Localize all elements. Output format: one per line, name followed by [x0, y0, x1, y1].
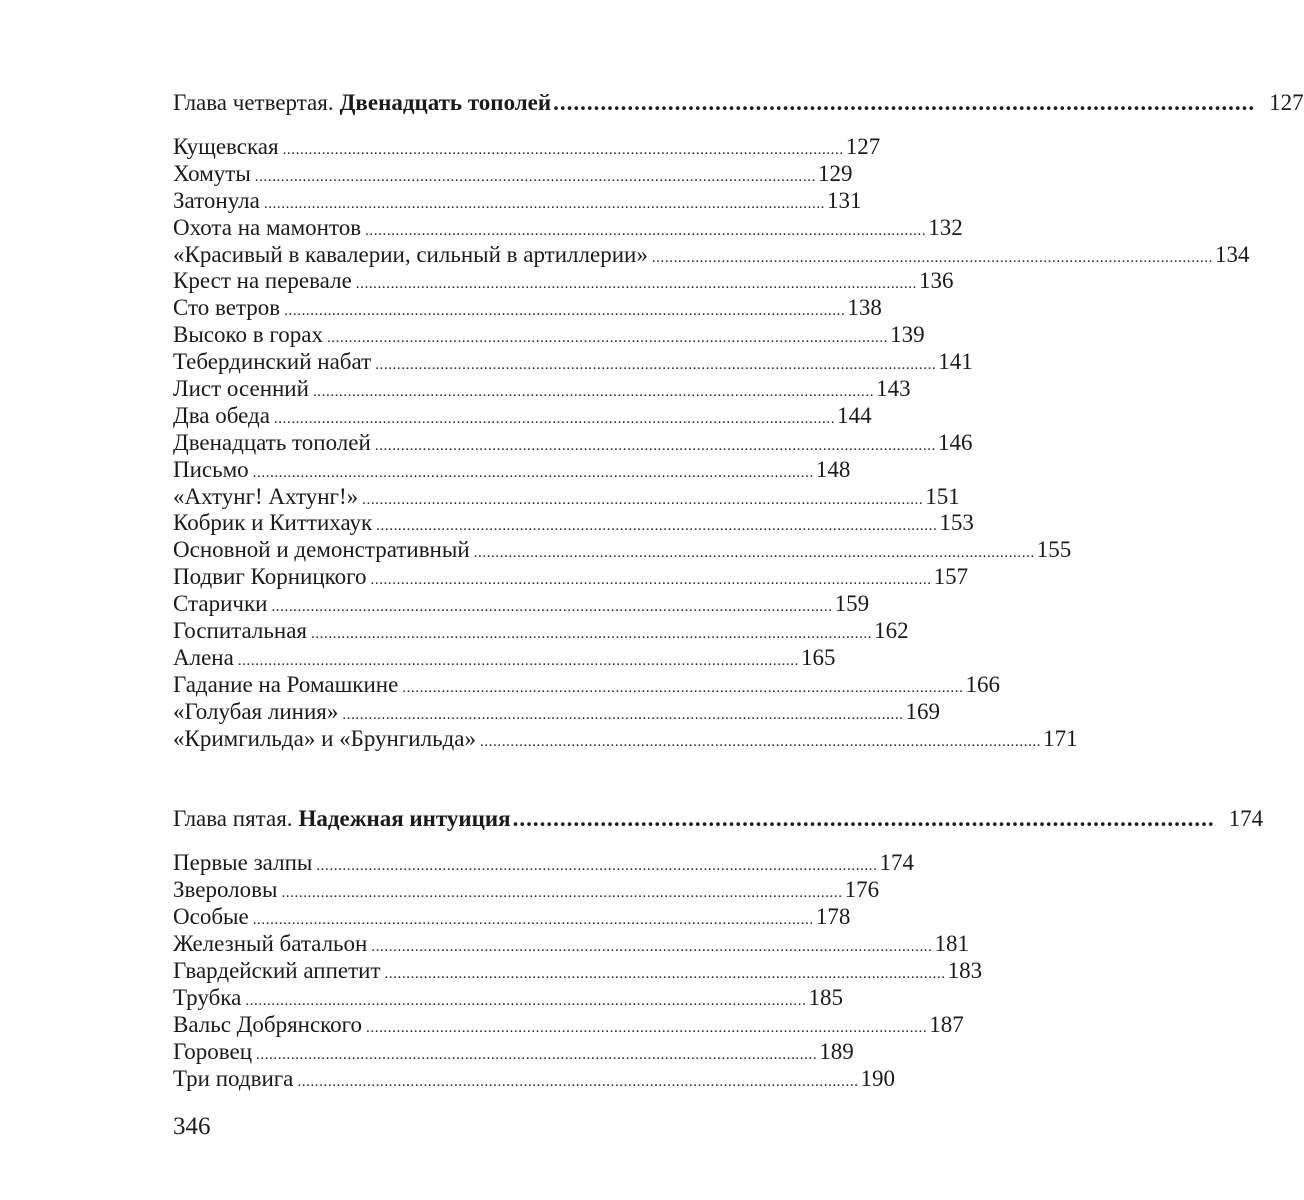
toc-entry	[173, 725, 1078, 753]
entry-page-number: 143	[876, 376, 911, 402]
dot-leader: .................................................................................................................................	[284, 303, 846, 320]
entry-title: Кущевская	[173, 134, 279, 159]
entry-page-number: 183	[947, 958, 983, 984]
entry-page-number: 189	[819, 1038, 854, 1064]
entry-page-number: 138	[847, 295, 882, 321]
chapter-title: Надежная интуиция	[298, 806, 511, 832]
dot-leader: .................................................................................................................................	[366, 1019, 928, 1036]
entry-title: Звероловы	[173, 877, 278, 903]
dot-leader: .................................................................................................................................	[362, 491, 924, 508]
dot-leader: .................................................................................................................................	[376, 518, 938, 535]
entry-title: Кобрик и Киттихаук	[173, 510, 373, 536]
dot-leader: .................................................................................................................................	[237, 652, 799, 669]
toc-entry	[173, 295, 882, 322]
dot-leader: .................................................................................................................................	[384, 966, 946, 983]
entry-page-number: 162	[874, 618, 909, 644]
entry-title: «Кримгильда» и «Брунгильда»	[173, 725, 476, 751]
dot-leader: ........................................................................................................	[553, 90, 1256, 115]
section-spacer	[173, 752, 753, 804]
entry-title: Основной и демонстративный	[173, 537, 470, 563]
entry-page-number: 146	[937, 429, 973, 455]
toc-entry	[173, 134, 881, 161]
entry-title: «Красивый в кавалерии, сильный в артиллерии»	[173, 241, 648, 267]
entry-title: Гвардейский аппетит	[173, 958, 381, 984]
chapter-prefix: Глава пятая.	[173, 806, 293, 832]
toc-entry	[173, 537, 1072, 564]
entry-title: Вальс Добрянского	[173, 1011, 363, 1037]
chapter-prefix: Глава четвертая.	[173, 90, 334, 115]
toc-entry	[173, 187, 862, 215]
dot-leader: .................................................................................................................................	[256, 1046, 818, 1063]
dot-leader: .................................................................................................................................	[297, 1073, 859, 1090]
entry-page-number: 134	[1214, 241, 1250, 267]
dot-leader: .................................................................................................................................	[355, 276, 917, 293]
dot-leader: .................................................................................................................................	[651, 249, 1213, 266]
entry-title: Госпитальная	[173, 618, 307, 644]
dot-leader: .................................................................................................................................	[281, 885, 843, 902]
toc-entry	[173, 591, 870, 618]
toc-entry	[173, 214, 963, 242]
chapter-entries	[173, 134, 1250, 752]
toc-entry	[173, 850, 914, 877]
entry-title: Особые	[173, 904, 249, 930]
dot-leader: .................................................................................................................................	[263, 195, 826, 212]
dot-leader: ........................................................................................................	[512, 806, 1215, 832]
chapter-page-number: 174	[1228, 806, 1264, 832]
entry-page-number: 151	[925, 483, 960, 509]
toc-entry	[173, 1038, 854, 1066]
toc-entry	[173, 483, 960, 511]
toc-entry	[173, 349, 973, 376]
entry-page-number: 190	[860, 1065, 896, 1091]
entry-title: «Голубая линия»	[173, 698, 339, 724]
toc-entry	[173, 877, 880, 904]
entry-title: Алена	[173, 644, 234, 670]
entry-page-number: 141	[938, 349, 973, 375]
toc-entry	[173, 931, 970, 958]
toc-entry	[173, 644, 836, 672]
toc-entry	[173, 160, 853, 188]
dot-leader: .................................................................................................................................	[271, 599, 833, 616]
entry-page-number: 178	[815, 904, 851, 930]
entry-page-number: 136	[918, 268, 954, 294]
toc-entry	[173, 456, 851, 484]
toc-entry	[173, 429, 973, 457]
dot-leader: .................................................................................................................................	[252, 464, 814, 481]
entry-page-number: 148	[815, 456, 851, 482]
dot-leader: .................................................................................................................................	[273, 410, 836, 427]
entry-title: Хомуты	[173, 160, 251, 186]
dot-leader: .................................................................................................................................	[342, 706, 904, 723]
dot-leader: .................................................................................................................................	[375, 357, 937, 374]
dot-leader: .................................................................................................................................	[326, 330, 889, 347]
entry-title: Подвиг Корницкого	[173, 564, 367, 590]
entry-page-number: 155	[1036, 537, 1072, 563]
toc-entry	[173, 564, 969, 591]
toc-entry	[173, 402, 872, 430]
entry-page-number: 174	[879, 850, 914, 876]
dot-leader: .................................................................................................................................	[254, 168, 816, 185]
page-number: 346	[173, 1113, 211, 1140]
entry-title: Охота на мамонтов	[173, 214, 362, 240]
dot-leader: .................................................................................................................................	[252, 912, 814, 929]
toc-entry	[173, 241, 1250, 269]
entry-page-number: 166	[965, 671, 1000, 697]
entry-page-number: 171	[1043, 725, 1078, 751]
toc-entry	[173, 1011, 964, 1039]
entry-title: Тебердинский набат	[173, 349, 372, 375]
entry-page-number: 132	[928, 214, 963, 240]
entry-title: Трубка	[173, 984, 242, 1010]
entry-title: Высоко в горах	[173, 322, 323, 348]
dot-leader: .................................................................................................................................	[365, 222, 927, 239]
entry-page-number: 144	[837, 402, 872, 428]
dot-leader: .................................................................................................................................	[310, 626, 873, 643]
dot-leader: .................................................................................................................................	[245, 992, 807, 1009]
entry-page-number: 185	[808, 984, 843, 1010]
entry-title: Железный батальон	[173, 931, 368, 957]
entry-page-number: 176	[844, 877, 880, 903]
toc-entry	[173, 904, 851, 931]
entry-page-number: 159	[834, 591, 870, 617]
dot-leader: .................................................................................................................................	[374, 437, 936, 454]
toc-entry	[173, 510, 974, 537]
entry-page-number: 181	[934, 931, 970, 957]
entry-title: Затонула	[173, 187, 260, 213]
dot-leader: .................................................................................................................................	[316, 858, 878, 875]
toc-entry	[173, 698, 941, 726]
entry-page-number: 157	[933, 564, 969, 590]
entry-title: Два обеда	[173, 402, 270, 428]
entry-title: Двенадцать тополей	[173, 429, 371, 455]
dot-leader: .................................................................................................................................	[282, 142, 844, 158]
entry-title: «Ахтунг! Ахтунг!»	[173, 483, 359, 509]
chapter-heading	[173, 88, 1304, 118]
toc-entry	[173, 984, 843, 1012]
entry-page-number: 169	[905, 698, 941, 724]
entry-page-number: 127	[845, 134, 881, 159]
entry-title: Гадание на Ромашкине	[173, 671, 399, 697]
toc-entry	[173, 1065, 896, 1093]
toc-entry	[173, 322, 925, 349]
toc-entry	[173, 268, 954, 295]
toc-entry	[173, 958, 983, 985]
entry-page-number: 139	[890, 322, 925, 348]
entry-page-number: 131	[827, 187, 862, 213]
entry-page-number: 129	[817, 160, 853, 186]
chapter-page-number: 127	[1269, 90, 1304, 115]
table-of-contents	[173, 88, 1304, 1093]
dot-leader: .................................................................................................................................	[370, 572, 932, 589]
entry-title: Лист осенний	[173, 376, 309, 402]
dot-leader: .................................................................................................................................	[371, 939, 933, 956]
entry-title: Три подвига	[173, 1065, 294, 1091]
toc-entry	[173, 618, 909, 645]
entry-page-number: 153	[939, 510, 974, 536]
toc-entry	[173, 671, 1000, 699]
entry-page-number: 165	[800, 644, 836, 670]
dot-leader: .................................................................................................................................	[479, 733, 1042, 750]
chapter-title: Двенадцать тополей	[339, 90, 552, 115]
entry-title: Первые залпы	[173, 850, 313, 876]
toc-entry	[173, 376, 911, 403]
chapter-heading	[173, 804, 1264, 834]
entry-page-number: 187	[929, 1011, 964, 1037]
entry-title: Крест на перевале	[173, 268, 352, 294]
chapter-entries	[173, 850, 983, 1092]
entry-title: Горовец	[173, 1038, 253, 1064]
dot-leader: .................................................................................................................................	[473, 545, 1035, 562]
dot-leader: .................................................................................................................................	[312, 384, 875, 401]
entry-title: Сто ветров	[173, 295, 281, 321]
dot-leader: .................................................................................................................................	[402, 679, 964, 696]
entry-title: Письмо	[173, 456, 249, 482]
entry-title: Старички	[173, 591, 268, 617]
